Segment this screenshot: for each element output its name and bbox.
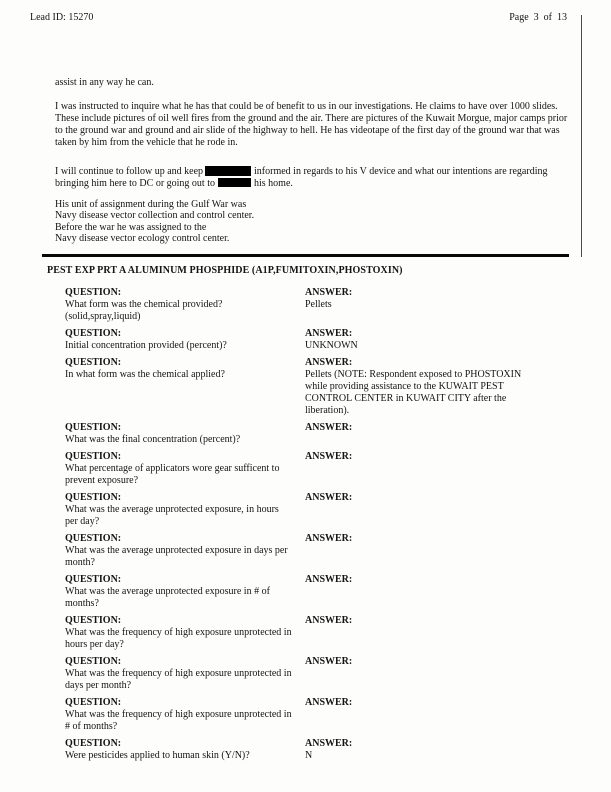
paragraph-followup (55, 166, 569, 190)
question-text: What was the average unprotected exposure in # of months? (65, 585, 270, 609)
question-label: QUESTION: (65, 614, 122, 626)
answer-label: ANSWER: (305, 421, 353, 433)
section-title: PEST EXP PRT A ALUMINUM PHOSPHIDE (A1P,FUMITOXIN,PHOSTOXIN) (47, 264, 403, 276)
unit-line: Before the war he was assigned to the (55, 221, 207, 233)
answer-label: ANSWER: (305, 491, 353, 503)
qa-row (65, 738, 573, 762)
question-text: Initial concentration provided (percent)? (65, 339, 227, 351)
unit-line: His unit of assignment during the Gulf War was (55, 199, 247, 210)
qa-row (65, 357, 573, 417)
qa-row (65, 574, 573, 610)
answer-label: ANSWER: (305, 450, 353, 462)
question-label: QUESTION: (65, 655, 122, 667)
answer-text: UNKNOWN (305, 339, 358, 351)
question-label: QUESTION: (65, 286, 122, 298)
qa-answer-cell (305, 451, 573, 487)
answer-label: ANSWER: (305, 532, 353, 544)
question-label: QUESTION: (65, 737, 122, 749)
answer-text: Pellets (305, 298, 332, 310)
qa-answer-cell (305, 738, 573, 762)
qa-row (65, 287, 573, 323)
answer-label: ANSWER: (305, 614, 353, 626)
qa-row (65, 656, 573, 692)
question-label: QUESTION: (65, 356, 122, 368)
followup-text-before: I will continue to follow up and keep (55, 166, 204, 177)
qa-question-cell (65, 574, 305, 610)
redaction-box-name (205, 166, 251, 176)
qa-row (65, 615, 573, 651)
qa-row (65, 533, 573, 569)
qa-answer-cell (305, 328, 573, 352)
question-text: In what form was the chemical applied? (65, 368, 225, 380)
section-divider (42, 254, 569, 257)
answer-text: Pellets (NOTE: Respondent exposed to PHOSTOXIN while providing assistance to the KUWAIT PEST CONTROL CENTER in KUWAIT CITY after the liberation). (305, 368, 522, 416)
answer-label: ANSWER: (305, 696, 353, 708)
answer-label: ANSWER: (305, 737, 353, 749)
question-text: What was the average unprotected exposure in days per month? (65, 544, 288, 568)
paragraph-fragment: assist in any way he can. (55, 77, 154, 88)
question-text: What was the final concentration (percent)? (65, 433, 241, 445)
question-label: QUESTION: (65, 532, 122, 544)
qa-row (65, 328, 573, 352)
qa-question-cell (65, 738, 305, 762)
qa-row (65, 422, 573, 446)
qa-answer-cell (305, 656, 573, 692)
question-label: QUESTION: (65, 421, 122, 433)
qa-answer-cell (305, 287, 573, 323)
qa-answer-cell (305, 422, 573, 446)
page-header (0, 0, 611, 23)
answer-label: ANSWER: (305, 286, 353, 298)
qa-question-cell (65, 533, 305, 569)
qa-answer-cell (305, 357, 573, 417)
qa-question-cell (65, 656, 305, 692)
followup-text-end: his home. (254, 178, 293, 189)
unit-line: Navy disease vector ecology control center. (55, 233, 230, 245)
qa-question-cell (65, 422, 305, 446)
qa-section (65, 287, 573, 762)
body-text (55, 77, 569, 245)
lead-id: Lead ID: 15270 (30, 12, 94, 23)
qa-question-cell (65, 492, 305, 528)
followup-text-middle: informed in regards to his V device and what our intentions are regarding bringing him here to DC or going out to (55, 166, 548, 189)
question-label: QUESTION: (65, 327, 122, 339)
qa-row (65, 492, 573, 528)
qa-row (65, 451, 573, 487)
page-number: Page 3 of 13 (509, 12, 567, 23)
qa-answer-cell (305, 615, 573, 651)
question-text: What was the frequency of high exposure unprotected in hours per day? (65, 626, 292, 650)
qa-question-cell (65, 328, 305, 352)
question-text: What percentage of applicators wore gear sufficent to prevent exposure? (65, 462, 280, 486)
qa-row (65, 697, 573, 733)
unit-line: Navy disease vector collection and control center. (55, 210, 255, 222)
unit-assignment-block (55, 199, 569, 245)
redaction-box-small (218, 178, 251, 187)
answer-label: ANSWER: (305, 356, 353, 368)
qa-answer-cell (305, 533, 573, 569)
question-label: QUESTION: (65, 450, 122, 462)
question-text: What form was the chemical provided?(solid,spray,liquid) (65, 298, 223, 322)
question-label: QUESTION: (65, 491, 122, 503)
question-text: What was the average unprotected exposure, in hours per day? (65, 503, 279, 527)
answer-label: ANSWER: (305, 573, 353, 585)
qa-question-cell (65, 357, 305, 417)
qa-answer-cell (305, 492, 573, 528)
question-label: QUESTION: (65, 696, 122, 708)
qa-question-cell (65, 697, 305, 733)
question-text: Were pesticides applied to human skin (Y/N)? (65, 749, 250, 761)
answer-text: N (305, 749, 313, 761)
qa-question-cell (65, 451, 305, 487)
question-label: QUESTION: (65, 573, 122, 585)
qa-question-cell (65, 615, 305, 651)
answer-label: ANSWER: (305, 327, 353, 339)
question-text: What was the frequency of high exposure unprotected in # of months? (65, 708, 292, 732)
qa-question-cell (65, 287, 305, 323)
scan-artifact-line (581, 15, 582, 257)
qa-answer-cell (305, 697, 573, 733)
question-text: What was the frequency of high exposure unprotected in days per month? (65, 667, 292, 691)
paragraph-investigation: I was instructed to inquire what he has that could be of benefit to us in our investigations. He claims to have over 1000 slides. These include pictures of oil well fires from the ground and the air. There are pictures of the Kuwait Morgue, major camps prior to the ground war and ground and air slide of the highway to hell. He has videotape of the first day of the ground war that was taken by him from the vehicle that he rode in. (55, 101, 568, 148)
qa-answer-cell (305, 574, 573, 610)
answer-label: ANSWER: (305, 655, 353, 667)
